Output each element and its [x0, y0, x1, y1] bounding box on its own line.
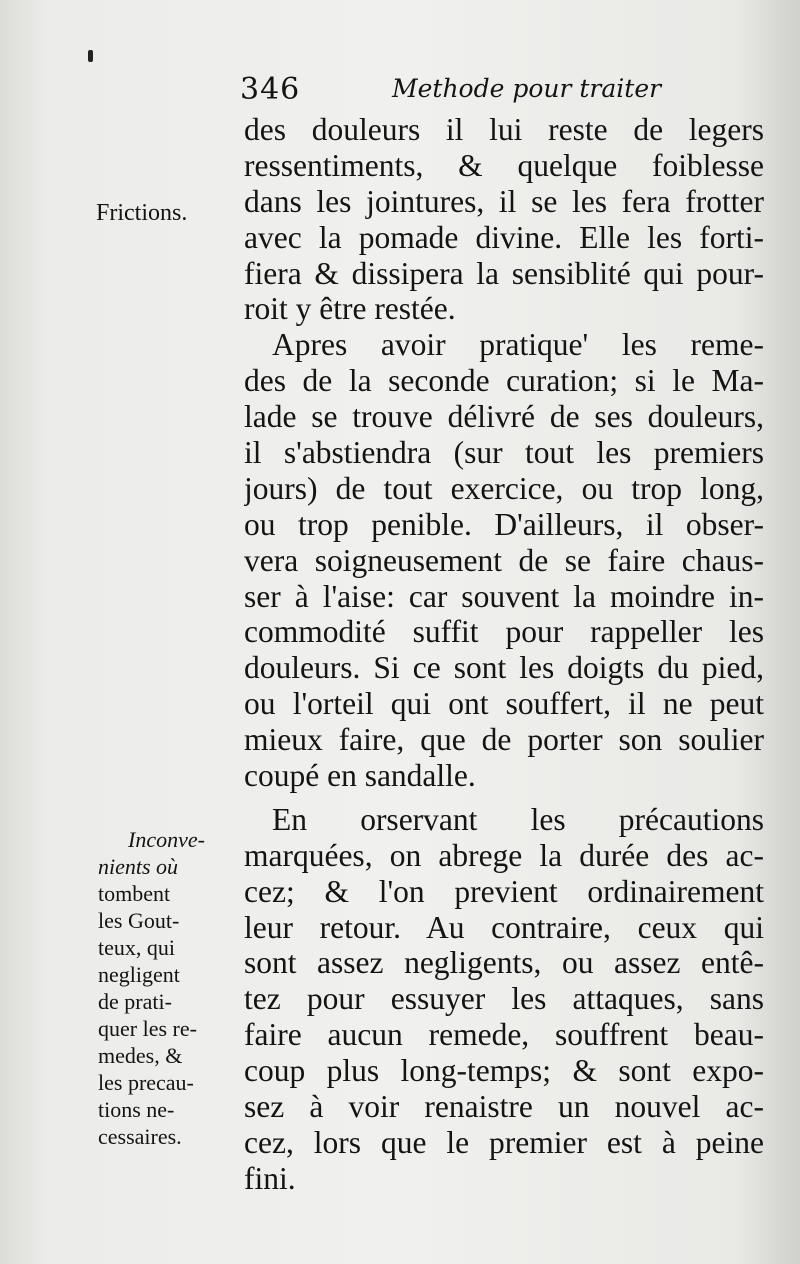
running-title: Methode pour traiter: [392, 74, 662, 103]
margin-note-line: quer les re-: [98, 1016, 197, 1041]
text-line: des douleurs il lui reste de legers: [244, 112, 764, 147]
text-line: En orservant les précautions: [272, 801, 764, 837]
text-line: il s'abstiendra (sur tout les premiers: [244, 435, 764, 471]
text-line: Apres avoir pratique' les reme-: [272, 327, 764, 363]
margin-note-line: cessaires.: [98, 1124, 182, 1149]
text-line: roit y être restée.: [244, 291, 456, 327]
text-line: ser à l'aise: car souvent la moindre in-: [244, 578, 764, 614]
text-line: douleurs. Si ce sont les doigts du pied,: [244, 650, 764, 686]
text-line: vera soigneusement de se faire chaus-: [244, 542, 764, 578]
text-line: ou l'orteil qui ont souffert, il ne peut: [244, 686, 764, 722]
page-number: 346: [240, 72, 301, 107]
text-line: marquées, on abrege la durée des ac-: [244, 837, 764, 873]
text-line: coupé en sandalle.: [244, 758, 476, 794]
margin-note-inconvenients: [98, 826, 238, 1150]
text-line: fiera & dissipera la sensiblité qui pour-: [244, 255, 764, 291]
text-line: sez à voir renaistre un nouvel ac-: [244, 1089, 764, 1125]
text-line: ressentiments, & quelque foiblesse: [244, 147, 764, 183]
text-line: des de la seconde curation; si le Ma-: [244, 363, 764, 399]
text-line: cez; & l'on previent ordinairement: [244, 873, 764, 909]
margin-note-line: teux, qui: [98, 935, 175, 960]
body-text: [244, 112, 764, 1197]
text-line: dans les jointures, il se les fera frotter: [244, 183, 764, 219]
text-line: avec la pomade divine. Elle les forti-: [244, 219, 764, 255]
text-line: tez pour essuyer les attaques, sans: [244, 981, 764, 1017]
text-line: sont assez negligents, ou assez entê-: [244, 945, 764, 981]
text-line: commodité suffit pour rappeller les: [244, 614, 764, 650]
text-line: mieux faire, que de porter son soulier: [244, 722, 764, 758]
margin-note-frictions: Frictions.: [96, 200, 188, 226]
text-line: ou trop penible. D'ailleurs, il obser-: [244, 506, 764, 542]
text-line: cez, lors que le premier est à peine: [244, 1124, 764, 1160]
text-line: faire aucun remede, souffrent beau-: [244, 1017, 764, 1053]
margin-note-line: tions ne-: [98, 1097, 175, 1122]
margin-note-line: les Gout-: [98, 908, 180, 933]
page-header: [240, 70, 760, 110]
margin-note-line: de prati-: [98, 989, 172, 1014]
margin-note-line: nients où: [98, 854, 179, 879]
text-line: jours) de tout exercice, ou trop long,: [244, 470, 764, 506]
text-line: coup plus long-temps; & sont expo-: [244, 1053, 764, 1089]
margin-note-line: les precau-: [98, 1070, 194, 1095]
text-line: lade se trouve délivré de ses douleurs,: [244, 399, 764, 435]
ink-mark: [88, 50, 93, 62]
margin-note-line: Inconve-: [128, 827, 205, 852]
text-line: fini.: [244, 1160, 296, 1196]
margin-note-line: medes, &: [98, 1043, 183, 1068]
margin-note-line: negligent: [98, 962, 180, 987]
text-line: leur retour. Au contraire, ceux qui: [244, 909, 764, 945]
margin-note-line: tombent: [98, 881, 171, 906]
